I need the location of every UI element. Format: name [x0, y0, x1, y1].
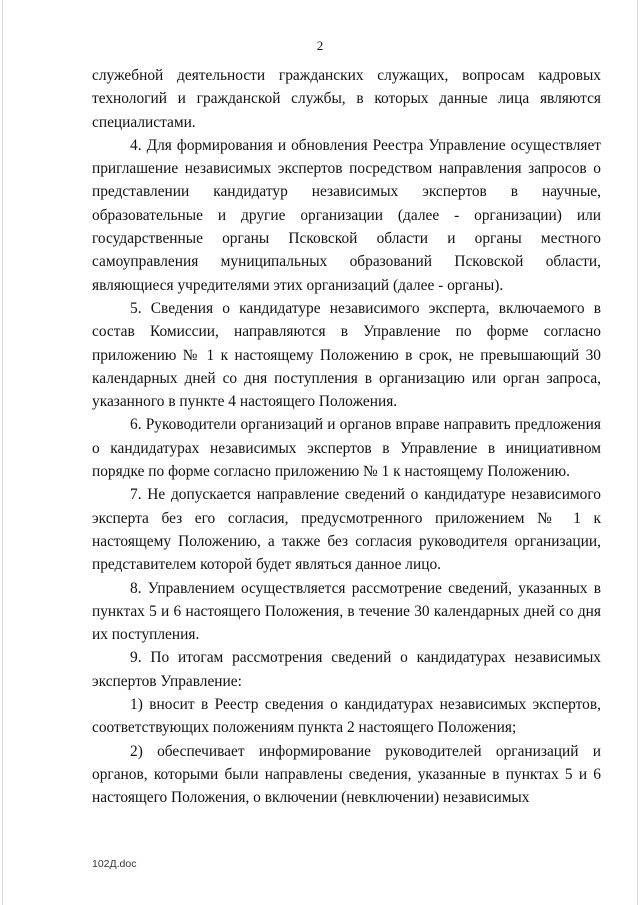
paragraph-item-9: 9. По итогам рассмотрения сведений о кандидатурах независимых экспертов Управление: — [92, 649, 601, 690]
paragraph-item-8: 8. Управлением осуществляется рассмотрение сведений, указанных в пунктах 5 и 6 настоящего Положения, в течение 30 календарных дней со дня их поступления. — [92, 579, 601, 644]
paragraph-subitem-2: 2) обеспечивает информирование руководителей организаций и органов, которыми были направлены сведения, указанные в пунктах 5 и 6 настоящего Положения, о включении (невключении) независимых — [92, 742, 601, 807]
paragraph-item-4: 4. Для формирования и обновления Реестра Управление осуществляет приглашение независимых экспертов посредством направления запросов о представлении кандидатур независимых экспертов в научные, образовательные и другие организации (далее - организации) или государственные органы Псковской области и органы местного самоуправления муниципальных образований Псковской области, являющиеся учредителями этих организаций (далее - органы). — [92, 136, 601, 294]
scan-edge-left — [2, 0, 3, 905]
paragraph-subitem-1: 1) вносит в Реестр сведения о кандидатурах независимых экспертов, соответствующих положениям пункта 2 настоящего Положения; — [92, 696, 601, 737]
paragraph-continuation: служебной деятельности гражданских служащих, вопросам кадровых технологий и гражданской службы, в которых данные лица являются специалистами. — [92, 67, 601, 131]
paragraph-item-5: 5. Сведения о кандидатуре независимого эксперта, включаемого в состав Комиссии, направляются в Управление по форме согласно приложению № 1 к настоящему Положению в срок, не превышающий 30 календарных дней со дня поступления в организацию или орган запроса, указанного в пункте 4 настоящего Положения. — [92, 299, 601, 411]
scan-edge-right — [637, 0, 638, 905]
page-number: 2 — [316, 38, 324, 53]
paragraph-item-6: 6. Руководители организаций и органов вправе направить предложения о кандидатурах независимых экспертов в Управление в инициативном порядке по форме согласно приложению № 1 к настоящему Положению. — [92, 416, 601, 481]
paragraph-item-7: 7. Не допускается направление сведений о кандидатуре независимого эксперта без его согласия, предусмотренного приложением № 1 к настоящему Положению, а также без согласия руководителя организации, представителем которой будет являться данное лицо. — [92, 486, 601, 574]
footer-filename: 102Д.doc — [92, 858, 137, 870]
document-body — [92, 64, 601, 810]
